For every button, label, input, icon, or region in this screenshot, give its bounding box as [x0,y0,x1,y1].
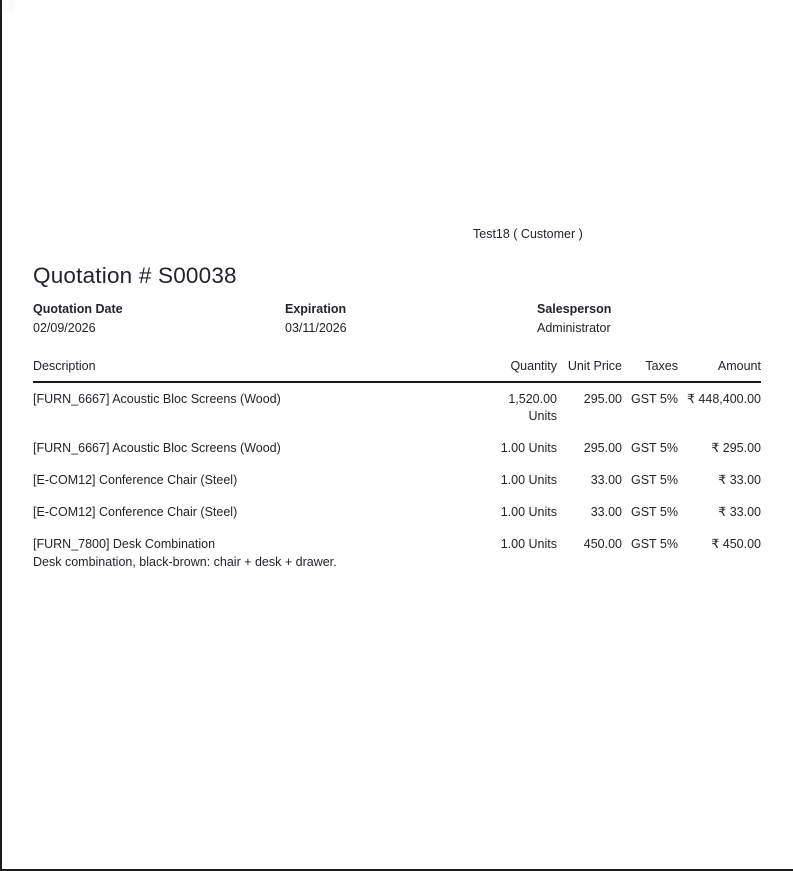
line-amount: ₹ 450.00 [711,536,761,551]
expiration-label: Expiration [285,302,347,316]
quotation-info-row [33,302,761,336]
line-unit-price: 450.00 [583,536,622,551]
info-field-salesperson [537,302,761,336]
line-description: [FURN_6667] Acoustic Bloc Screens (Wood) [33,391,281,406]
line-description: [E-COM12] Conference Chair (Steel) [33,472,238,487]
line-description: [FURN_7800] Desk Combination [33,536,216,551]
line-amount: ₹ 448,400.00 [687,391,761,406]
line-quantity: 1.00 Units [500,504,557,519]
line-taxes: GST 5% [630,391,678,406]
line-quantity: 1,520.00 Units [508,391,557,423]
line-taxes: GST 5% [630,472,678,487]
quotation-date-value: 02/09/2026 [33,321,96,335]
table-row [33,496,761,528]
customer-reference: Test18 ( Customer ) [473,227,583,241]
line-taxes: GST 5% [630,504,678,519]
line-taxes: GST 5% [630,440,678,455]
line-quantity: 1.00 Units [500,440,557,455]
quotation-date-label: Quotation Date [33,302,123,316]
salesperson-label: Salesperson [537,302,612,316]
salesperson-value: Administrator [537,321,611,335]
table-row [33,528,761,578]
line-unit-price: 33.00 [590,504,622,519]
order-lines-header [33,358,761,382]
line-description: [FURN_6667] Acoustic Bloc Screens (Wood) [33,440,281,455]
line-amount: ₹ 295.00 [711,440,761,455]
info-field-expiration [285,302,537,336]
page-left-border [0,0,2,871]
line-taxes: GST 5% [630,536,678,551]
expiration-value: 03/11/2026 [285,321,347,335]
table-row [33,464,761,496]
page-corner-artifact [2,0,14,13]
column-header-amount: Amount [678,358,761,382]
line-description: [E-COM12] Conference Chair (Steel) [33,504,238,519]
info-field-quotation-date [33,302,285,336]
column-header-description: Description [33,358,477,382]
table-row [33,432,761,464]
quotation-title: Quotation # S00038 [33,263,237,288]
order-lines-body [33,382,761,578]
order-lines-table [33,358,761,578]
table-row [33,382,761,432]
line-unit-price: 33.00 [590,472,622,487]
line-amount: ₹ 33.00 [718,472,761,487]
line-quantity: 1.00 Units [500,536,557,551]
line-unit-price: 295.00 [583,440,622,455]
line-amount: ₹ 33.00 [718,504,761,519]
line-quantity: 1.00 Units [500,472,557,487]
line-unit-price: 295.00 [583,391,622,406]
column-header-unit-price: Unit Price [557,358,622,382]
column-header-taxes: Taxes [622,358,678,382]
column-header-quantity: Quantity [477,358,557,382]
line-note: Desk combination, black-brown: chair + desk + drawer. [33,554,337,569]
